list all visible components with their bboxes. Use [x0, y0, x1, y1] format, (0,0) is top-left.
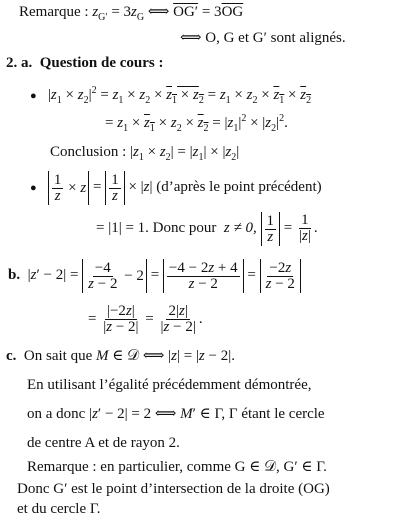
q2c-line-4: de centre A et de rayon 2.	[27, 435, 180, 451]
q2a-bullet-2-line-1: ● $\frac{1}{z}$ × z = $\frac{1}{z}$ × |z| (d’après le point précédent)	[30, 171, 322, 204]
bullet-icon: ●	[30, 182, 37, 194]
q2c-label: c.	[6, 348, 17, 364]
q2a-conclusion: Conclusion : $|z_1 \times z_2| = |z_1| \times |z_2|$	[50, 144, 240, 163]
q2c-line-1: c. On sait que M ∈ 𝒟 ⟺ |z| = |z − 2|.	[6, 348, 235, 364]
q2a-label: 2. a.	[6, 55, 33, 71]
b2-cond: z ≠ 0,	[223, 220, 257, 236]
q2b-line-2: = $\frac{|-2z|}{|z - 2|}$ = $\frac{2|z|}{|z - 2|}$ .	[88, 303, 203, 336]
remark-line-2: ⟺ O, G et G′ sont alignés.	[180, 30, 346, 46]
b2-note: (d’après le point précédent)	[156, 179, 322, 195]
q2a-bullet-2-line-2: = |1| = 1. Donc pour z ≠ 0, $\frac{1}{z}$ = $\frac{1}{|z|}$ .	[96, 212, 318, 245]
remark-line-1	[19, 3, 243, 27]
q2a-title: Question de cours :	[39, 55, 164, 71]
q2c-line-6: Donc G′ est le point d’intersection de la droite (OG)	[17, 481, 330, 497]
q2c-line-2: En utilisant l’égalité précédemment démontrée,	[27, 377, 312, 393]
q2c-line-7: et du cercle Γ.	[17, 501, 101, 517]
remark-label: Remarque :	[19, 4, 89, 20]
q2c-line-3: on a donc |z′ − 2| = 2 ⟺ M′ ∈ Γ, Γ étant le cercle	[27, 406, 325, 422]
q2c-line-5: Remarque : en particulier, comme G ∈ 𝒟, G′ ∈ Γ.	[27, 459, 327, 475]
b2-text: = |1| = 1. Donc pour	[96, 220, 217, 236]
remark-math: $z_{G'} = 3z_G$ ⟺ $OG' = 3\overline{OG}$	[92, 4, 244, 23]
q2b-line-1: b. |z′ − 2| = $\frac{-4}{z - 2}$ − 2 = $\frac{-4 - 2z + 4}{z - 2}$ = $\frac{-2z}{z - 2}$	[8, 258, 301, 293]
bullet-icon: ●	[30, 90, 37, 102]
q2a-heading	[6, 54, 164, 72]
q2b-label: b.	[8, 267, 21, 283]
q2a-bullet-1-line-1: ● $|z_1 \times z_2|^2 = z_1 \times z_2 \times z_1 \times z_2 = z_1 \times z_2 \times z_1 \times z_2$	[30, 85, 312, 106]
q2a-bullet-1-line-2: = $z_1 \times z_1 \times z_2 \times z_2 = |z_1|^2 \times |z_2|^2$.	[105, 113, 288, 134]
